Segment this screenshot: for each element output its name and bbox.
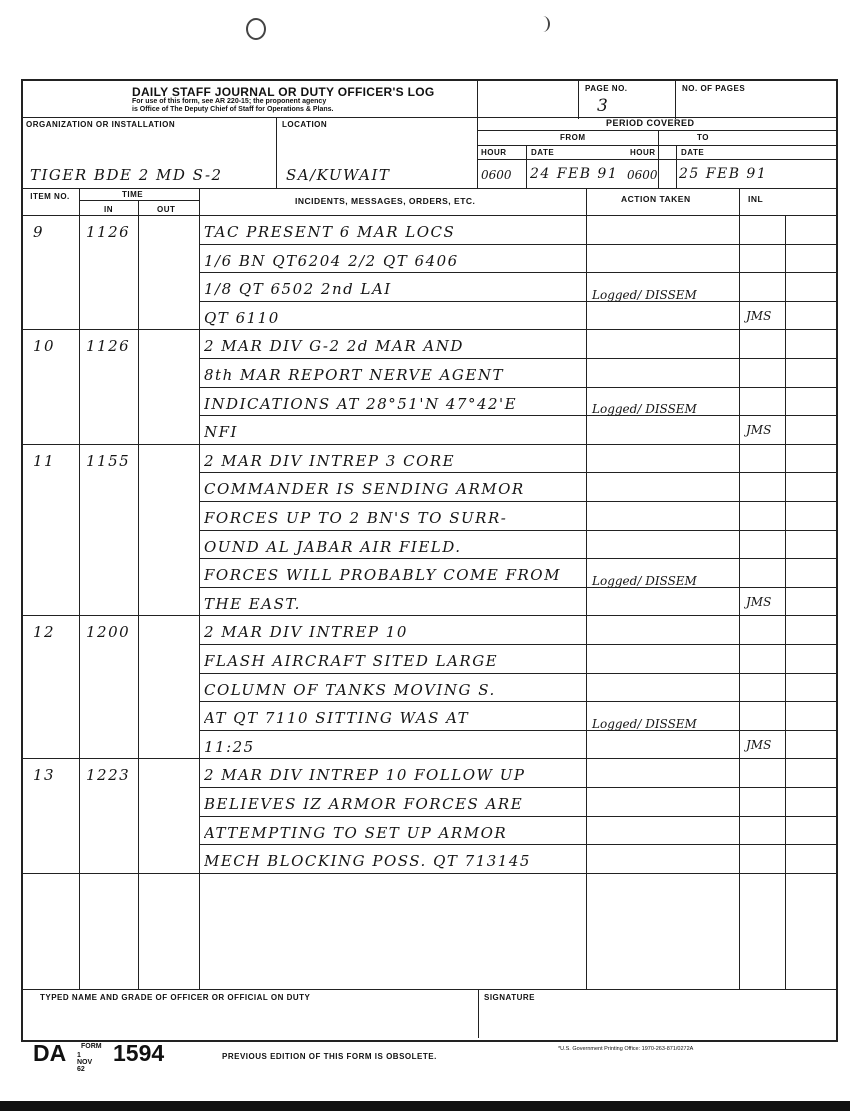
row-rule (21, 329, 836, 330)
time-in: 1155 (86, 451, 131, 470)
row-rule (199, 558, 836, 559)
row-rule (21, 873, 836, 874)
typed-name-label: TYPED NAME AND GRADE OF OFFICER OR OFFICIAL ON DUTY (40, 993, 311, 1002)
row-rule (199, 415, 836, 416)
row-rule (199, 358, 836, 359)
row-rule (21, 615, 836, 616)
row-rule (199, 501, 836, 502)
row-rule (199, 844, 836, 845)
page-no-label: PAGE NO. (585, 84, 628, 93)
col-out: OUT (157, 205, 176, 214)
to-date-value: 25 FEB 91 (679, 166, 768, 182)
incident-line: OUND AL JABAR AIR FIELD. (204, 537, 462, 556)
action-taken: Logged/ DISSEM (592, 287, 697, 302)
time-in: 1200 (86, 623, 131, 642)
signature-label: SIGNATURE (484, 993, 536, 1002)
time-in: 1223 (86, 766, 131, 785)
item-number: 10 (33, 337, 56, 356)
previous-edition-note: PREVIOUS EDITION OF THIS FORM IS OBSOLETE. (222, 1052, 437, 1061)
org-label: ORGANIZATION OR INSTALLATION (26, 120, 176, 129)
da-label: DA (33, 1040, 67, 1066)
col-incidents: INCIDENTS, MESSAGES, ORDERS, ETC. (295, 196, 476, 206)
row-rule (199, 787, 836, 788)
initials: JMS (746, 737, 772, 752)
incident-line: TAC PRESENT 6 MAR LOCS (204, 223, 456, 241)
initials: JMS (746, 308, 772, 323)
row-rule (21, 758, 836, 759)
action-taken: Logged/ DISSEM (592, 402, 697, 417)
col-time: TIME (122, 190, 144, 199)
action-taken: Logged/ DISSEM (592, 716, 697, 731)
incident-line: 2 MAR DIV G-2 2d MAR AND (204, 337, 464, 356)
item-number: 12 (33, 623, 56, 642)
action-taken: Logged/ DISSEM (592, 573, 697, 588)
form-number: 1594 (113, 1040, 165, 1066)
location-value: SA/KUWAIT (286, 166, 391, 184)
row-rule (199, 387, 836, 388)
to-hour-label: HOUR (630, 148, 656, 157)
incident-line: 11:25 (204, 737, 255, 756)
from-label: FROM (560, 133, 586, 142)
punch-mark-left (246, 18, 266, 40)
col-in: IN (104, 205, 113, 214)
row-rule (199, 244, 836, 245)
incident-line: COLUMN OF TANKS MOVING S. (204, 680, 496, 699)
printing-office-note: *U.S. Government Printing Office: 1970-263-871/0272A (558, 1046, 694, 1052)
form-word: FORM (81, 1043, 102, 1050)
col-item-no: ITEM NO. (30, 192, 70, 201)
row-rule (199, 816, 836, 817)
incident-line: QT 6110 (204, 308, 280, 327)
incident-line: COMMANDER IS SENDING ARMOR (204, 480, 525, 499)
incident-line: BELIEVES IZ ARMOR FORCES ARE (204, 795, 524, 813)
row-rule (199, 272, 836, 273)
row-rule (199, 472, 836, 473)
incident-line: FORCES WILL PROBABLY COME FROM (204, 566, 561, 585)
row-rule (199, 701, 836, 702)
form-title: DAILY STAFF JOURNAL OR DUTY OFFICER'S LOG (132, 85, 435, 99)
col-action-taken: ACTION TAKEN (621, 194, 691, 204)
from-date-value: 24 FEB 91 (530, 166, 619, 182)
incident-line: 8th MAR REPORT NERVE AGENT (204, 366, 504, 384)
item-number: 11 (33, 451, 56, 470)
no-of-pages-label: NO. OF PAGES (682, 84, 746, 93)
time-in: 1126 (86, 337, 131, 356)
to-date-label: DATE (681, 148, 705, 157)
time-in: 1126 (86, 223, 131, 241)
location-label: LOCATION (282, 120, 328, 129)
incident-line: FLASH AIRCRAFT SITED LARGE (204, 652, 499, 670)
row-rule (199, 587, 836, 588)
incident-line: MECH BLOCKING POSS. QT 713145 (204, 852, 531, 871)
item-number: 13 (33, 766, 56, 785)
incident-line: 1/6 BN QT6204 2/2 QT 6406 (204, 251, 459, 270)
from-hour-label: HOUR (481, 148, 507, 157)
form-subtitle-2: is Office of The Deputy Chief of Staff for Operations & Plans. (132, 106, 334, 113)
page-no-value: 3 (597, 96, 610, 116)
incident-line: 1/8 QT 6502 2nd LAI (204, 280, 392, 299)
from-hour-value: 0600 (481, 168, 512, 182)
from-date-label: DATE (531, 148, 555, 157)
incident-line: ATTEMPTING TO SET UP ARMOR (204, 823, 508, 842)
initials: JMS (746, 423, 772, 438)
to-label: TO (697, 133, 709, 142)
incident-line: INDICATIONS AT 28°51'N 47°42'E (204, 394, 518, 413)
incident-line: AT QT 7110 SITTING WAS AT (204, 709, 470, 728)
col-inl: INL (748, 194, 764, 204)
incident-line: 2 MAR DIV INTREP 10 (204, 623, 408, 642)
scan-edge (0, 1101, 850, 1111)
row-rule (199, 301, 836, 302)
period-covered-label: PERIOD COVERED (606, 118, 695, 128)
row-rule (199, 530, 836, 531)
incident-line: NFI (204, 423, 238, 442)
incident-line: THE EAST. (204, 594, 301, 613)
to-hour-value: 0600 (627, 168, 658, 182)
incident-line: 2 MAR DIV INTREP 10 FOLLOW UP (204, 766, 526, 785)
form-date: 1 NOV 62 (77, 1052, 93, 1073)
incident-line: 2 MAR DIV INTREP 3 CORE (204, 451, 456, 470)
row-rule (199, 730, 836, 731)
incident-line: FORCES UP TO 2 BN'S TO SURR- (204, 509, 508, 527)
punch-mark-right (536, 16, 550, 32)
row-rule (199, 644, 836, 645)
form-subtitle-1: For use of this form, see AR 220-15; the proponent agency (132, 98, 327, 105)
row-rule (21, 444, 836, 445)
row-rule (199, 673, 836, 674)
org-value: TIGER BDE 2 MD S-2 (30, 166, 223, 184)
item-number: 9 (33, 223, 45, 241)
initials: JMS (746, 594, 772, 609)
